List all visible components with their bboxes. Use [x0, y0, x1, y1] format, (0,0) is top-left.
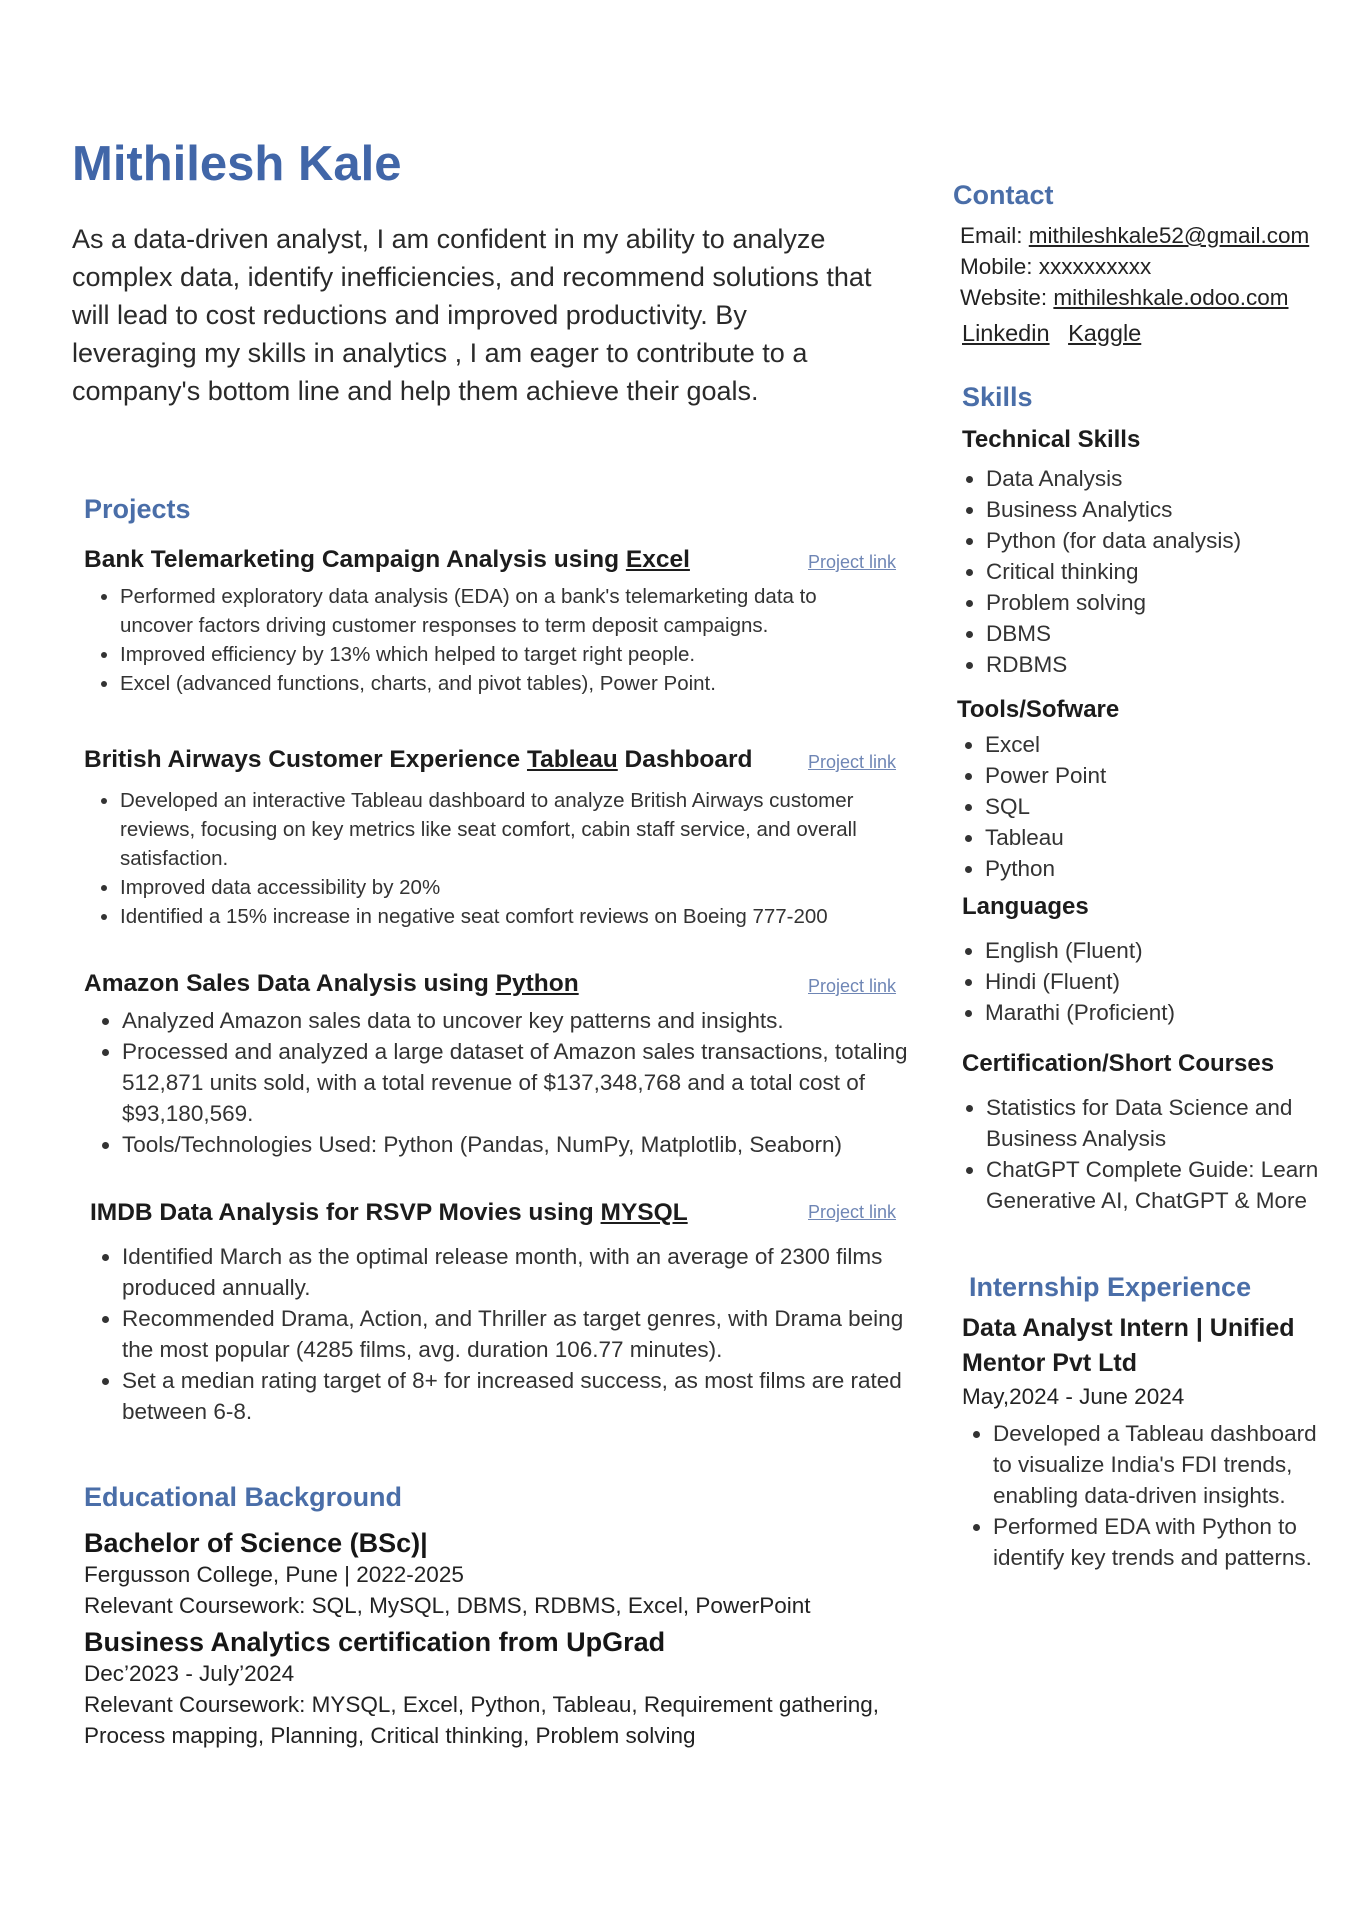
list-item: • DBMS — [986, 618, 1342, 649]
languages-heading: Languages — [962, 893, 1089, 920]
list-item: • English (Fluent) — [985, 935, 1341, 966]
education-title: Business Analytics certification from UpGrad — [84, 1627, 666, 1657]
technical-skills-heading: Technical Skills — [962, 426, 1141, 453]
project-title-british-airways: British Airways Customer Experience Tableau Dashboard — [84, 746, 753, 773]
list-item: • Critical thinking — [986, 556, 1342, 587]
project-link-bank[interactable]: Project link — [808, 552, 897, 572]
list-item: • Identified March as the optimal release month, with an average of 2300 films produced annually. — [122, 1241, 922, 1303]
list-item: • Statistics for Data Science and Business Analysis — [986, 1092, 1332, 1154]
list-item: • Problem solving — [986, 587, 1342, 618]
email-label: Email: — [960, 223, 1029, 248]
list-item: • Power Point — [985, 760, 1341, 791]
project-bullets-imdb — [86, 1241, 922, 1427]
education-title: Bachelor of Science (BSc)| — [84, 1528, 428, 1558]
education-line: Fergusson College, Pune | 2022-2025 — [84, 1562, 464, 1587]
list-item: • SQL — [985, 791, 1341, 822]
list-item: • Business Analytics — [986, 494, 1342, 525]
education-item-upgrad — [84, 1627, 904, 1751]
list-item: • Recommended Drama, Action, and Thriller as target genres, with Drama being the most popular (4285 films, avg. duration 106.77 minutes). — [122, 1303, 922, 1365]
list-item: • Tableau — [985, 822, 1341, 853]
list-item: • Data Analysis — [986, 463, 1342, 494]
list-item: • Marathi (Proficient) — [985, 997, 1341, 1028]
list-item: • Developed a Tableau dashboard to visualize India's FDI trends, enabling data-driven insights. — [993, 1418, 1333, 1511]
project-bullets-british-airways — [84, 786, 900, 931]
contact-mobile-row — [960, 251, 1340, 282]
list-item: • Developed an interactive Tableau dashboard to analyze British Airways customer reviews, focusing on key metrics like seat comfort, cabin staff service, and overall satisfaction. — [120, 786, 900, 873]
projects-heading: Projects — [84, 494, 191, 524]
list-item: • Performed EDA with Python to identify key trends and patterns. — [993, 1511, 1333, 1573]
project-link-imdb[interactable]: Project link — [808, 1202, 897, 1222]
education-line: Dec’2023 - July’2024 — [84, 1661, 295, 1686]
summary-paragraph: As a data-driven analyst, I am confident in my ability to analyze complex data, identify inefficiencies, and recommend solutions that will lead to cost reductions and improved productivity. By leveraging my skills in analytics , I am eager to contribute to a company's bottom line and help them achieve their goals. — [72, 224, 872, 406]
list-item: • ChatGPT Complete Guide: Learn Generative AI, ChatGPT & More — [986, 1154, 1332, 1216]
list-item: • RDBMS — [986, 649, 1342, 680]
technical-skills-list — [962, 463, 1342, 680]
internship-dates: May,2024 - June 2024 — [962, 1384, 1185, 1409]
project-bullets-bank — [84, 582, 880, 698]
languages-list — [961, 935, 1341, 1028]
tools-list — [961, 729, 1341, 884]
internship-heading: Internship Experience — [969, 1272, 1252, 1302]
list-item: • Excel (advanced functions, charts, and pivot tables), Power Point. — [120, 669, 880, 698]
mobile-label: Mobile: — [960, 254, 1039, 279]
education-item-bsc — [84, 1528, 904, 1621]
education-line: Relevant Coursework: SQL, MySQL, DBMS, RDBMS, Excel, PowerPoint — [84, 1593, 811, 1618]
list-item: • Tools/Technologies Used: Python (Pandas, NumPy, Matplotlib, Seaborn) — [122, 1129, 922, 1160]
education-heading: Educational Background — [84, 1482, 403, 1512]
profile-links — [962, 318, 1141, 349]
list-item: • Improved data accessibility by 20% — [120, 873, 900, 902]
email-link[interactable]: mithileshkale52@gmail.com — [1028, 223, 1310, 248]
list-item: • Performed exploratory data analysis (EDA) on a bank's telemarketing data to uncover factors driving customer responses to term deposit campaigns. — [120, 582, 880, 640]
project-title-imdb: IMDB Data Analysis for RSVP Movies using MYSQL — [90, 1199, 688, 1226]
list-item: • Analyzed Amazon sales data to uncover key patterns and insights. — [122, 1005, 922, 1036]
project-bullets-amazon — [86, 1005, 922, 1160]
website-label: Website: — [960, 285, 1054, 310]
project-title-bank: Bank Telemarketing Campaign Analysis using Excel — [84, 546, 690, 573]
mobile-value: xxxxxxxxxx — [1038, 254, 1152, 279]
contact-website-row — [960, 282, 1340, 313]
project-tool-excel: Excel — [625, 546, 690, 573]
education-line: Relevant Coursework: MYSQL, Excel, Python, Tableau, Requirement gathering, Process mapping, Planning, Critical thinking, Problem solving — [84, 1692, 879, 1748]
tools-heading: Tools/Sofware — [957, 696, 1120, 723]
candidate-name: Mithilesh Kale — [72, 137, 402, 191]
list-item: • Hindi (Fluent) — [985, 966, 1341, 997]
list-item: • Python — [985, 853, 1341, 884]
project-link-amazon[interactable]: Project link — [808, 976, 897, 996]
skills-heading: Skills — [962, 382, 1033, 412]
website-link[interactable]: mithileshkale.odoo.com — [1053, 285, 1289, 310]
list-item: • Python (for data analysis) — [986, 525, 1342, 556]
list-item: • Improved efficiency by 13% which helped to target right people. — [120, 640, 880, 669]
linkedin-link[interactable]: Linkedin — [962, 320, 1050, 346]
internship-title: Data Analyst Intern | Unified Mentor Pvt Ltd — [962, 1314, 1295, 1377]
project-link-british-airways[interactable]: Project link — [808, 752, 897, 772]
list-item: • Excel — [985, 729, 1341, 760]
kaggle-link[interactable]: Kaggle — [1068, 320, 1142, 346]
certifications-list — [962, 1092, 1332, 1216]
list-item: • Identified a 15% increase in negative seat comfort reviews on Boeing 777-200 — [120, 902, 900, 931]
project-title-amazon: Amazon Sales Data Analysis using Python — [84, 970, 579, 997]
project-tool-python: Python — [495, 970, 579, 997]
contact-block — [960, 220, 1340, 313]
internship-bullets — [969, 1418, 1333, 1573]
project-tool-mysql: MYSQL — [600, 1199, 688, 1226]
project-tool-tableau: Tableau — [526, 746, 618, 773]
contact-email-row — [960, 220, 1340, 251]
list-item: • Set a median rating target of 8+ for increased success, as most films are rated between 6-8. — [122, 1365, 922, 1427]
list-item: • Processed and analyzed a large dataset of Amazon sales transactions, totaling 512,871 units sold, with a total revenue of $137,348,768 and a total cost of $93,180,569. — [122, 1036, 922, 1129]
contact-heading: Contact — [953, 180, 1054, 210]
certifications-heading: Certification/Short Courses — [962, 1050, 1275, 1077]
